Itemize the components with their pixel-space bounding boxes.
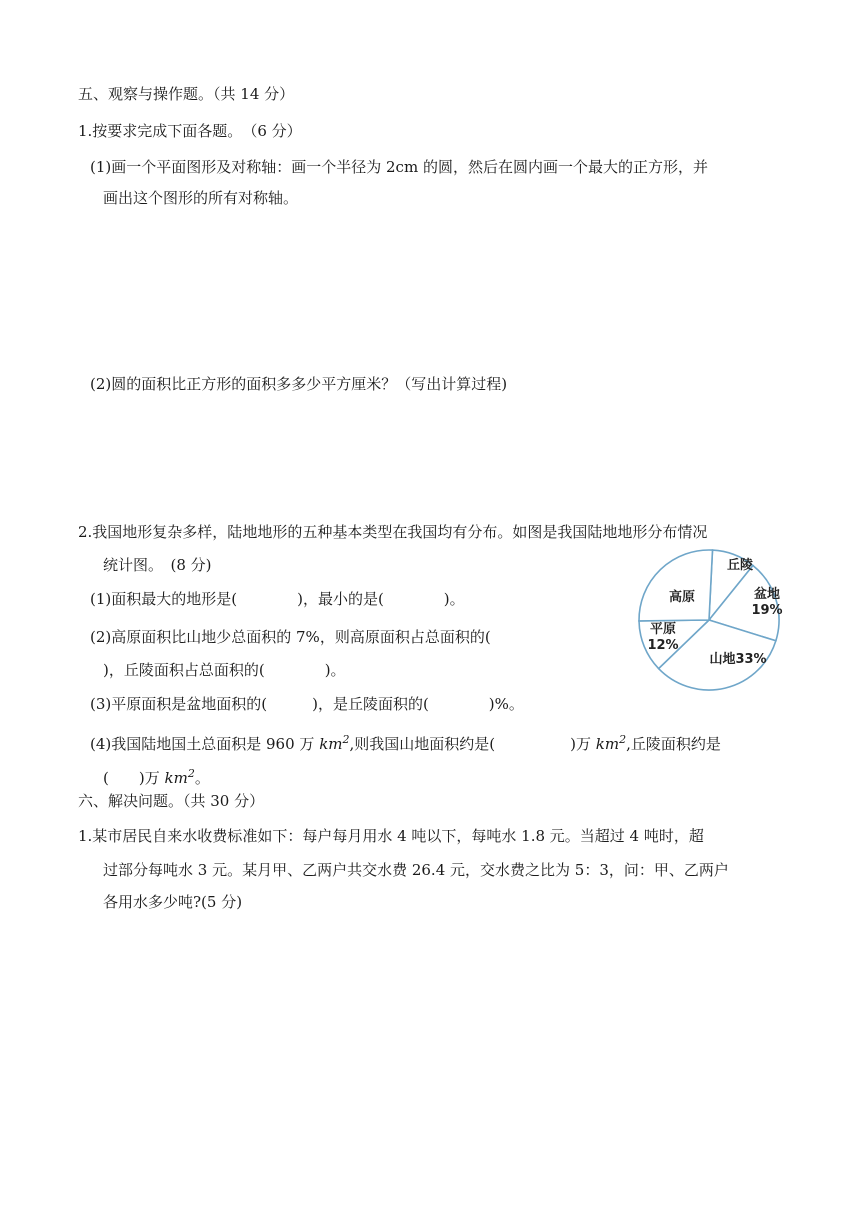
unit-km: km [595, 735, 620, 753]
unit-km: km [164, 769, 188, 787]
p4-text-b: ,则我国山地面积约是( )万 [349, 735, 596, 753]
unit-square: 2 [187, 767, 195, 780]
s5-q1-part1-line1: (1)画一个平面图形及对称轴：画一个半径为 2cm 的圆，然后在圆内画一个最大的正方形，并 [90, 158, 708, 176]
s6-q1-line2: 过部分每吨水 3 元。某月甲、乙两户共交水费 26.4 元，交水费之比为 5：3，问：甲、乙两户 [103, 861, 729, 879]
s6-q1-line1: 1.某市居民自来水收费标准如下：每户每月用水 4 吨以下，每吨水 1.8 元。当超过 4 吨时，超 [78, 827, 704, 845]
s5-q2-intro-line2: 统计图。 (8 分) [103, 556, 212, 574]
s5-q2-part1: (1)面积最大的地形是( )，最小的是( )。 [90, 590, 465, 608]
unit-km: km [319, 735, 343, 753]
s5-q1-title: 1.按要求完成下面各题。 （6 分） [78, 122, 302, 140]
pie-label-山地: 山地33% [709, 652, 767, 667]
pie-label-高原: 高原 [668, 590, 696, 605]
s5-q2-part4-line1 [90, 730, 721, 754]
s5-q2-part4-line2 [103, 764, 210, 788]
s5-q1-part1-line2: 画出这个图形的所有对称轴。 [103, 189, 299, 207]
unit-square: 2 [342, 733, 350, 746]
s5-q2-part2-line2: )，丘陵面积占总面积的( )。 [103, 661, 346, 679]
s5-q2-part3: (3)平原面积是盆地面积的( )，是丘陵面积的( )%。 [90, 695, 524, 713]
pie-slice-高原 [639, 550, 712, 621]
p4-line2-text-b: 。 [194, 769, 210, 787]
s5-q2-intro-line1: 2.我国地形复杂多样，陆地地形的五种基本类型在我国均有分布。如图是我国陆地地形分布情况 [78, 523, 708, 541]
p4-text-c: ,丘陵面积约是 [626, 735, 721, 753]
pie-label-盆地: 盆地 19% [751, 587, 783, 618]
p4-line2-text-a: ( )万 [103, 769, 165, 787]
s6-q1-line3: 各用水多少吨?(5 分) [103, 893, 243, 911]
unit-square: 2 [619, 733, 627, 746]
section6-heading: 六、解决问题。（共 30 分） [78, 792, 265, 810]
s5-q1-part2: (2)圆的面积比正方形的面积多多少平方厘米？（写出计算过程) [90, 375, 508, 393]
terrain-pie-chart [636, 545, 806, 697]
s5-q2-part2-line1: (2)高原面积比山地少总面积的 7%，则高原面积占总面积的( [90, 628, 491, 646]
p4-text-a: (4)我国陆地国土总面积是 960 万 [90, 735, 320, 753]
section5-heading: 五、观察与操作题。（共 14 分） [78, 85, 295, 103]
pie-label-丘陵: 丘陵 [726, 558, 754, 573]
pie-label-平原: 平原 12% [647, 622, 679, 653]
